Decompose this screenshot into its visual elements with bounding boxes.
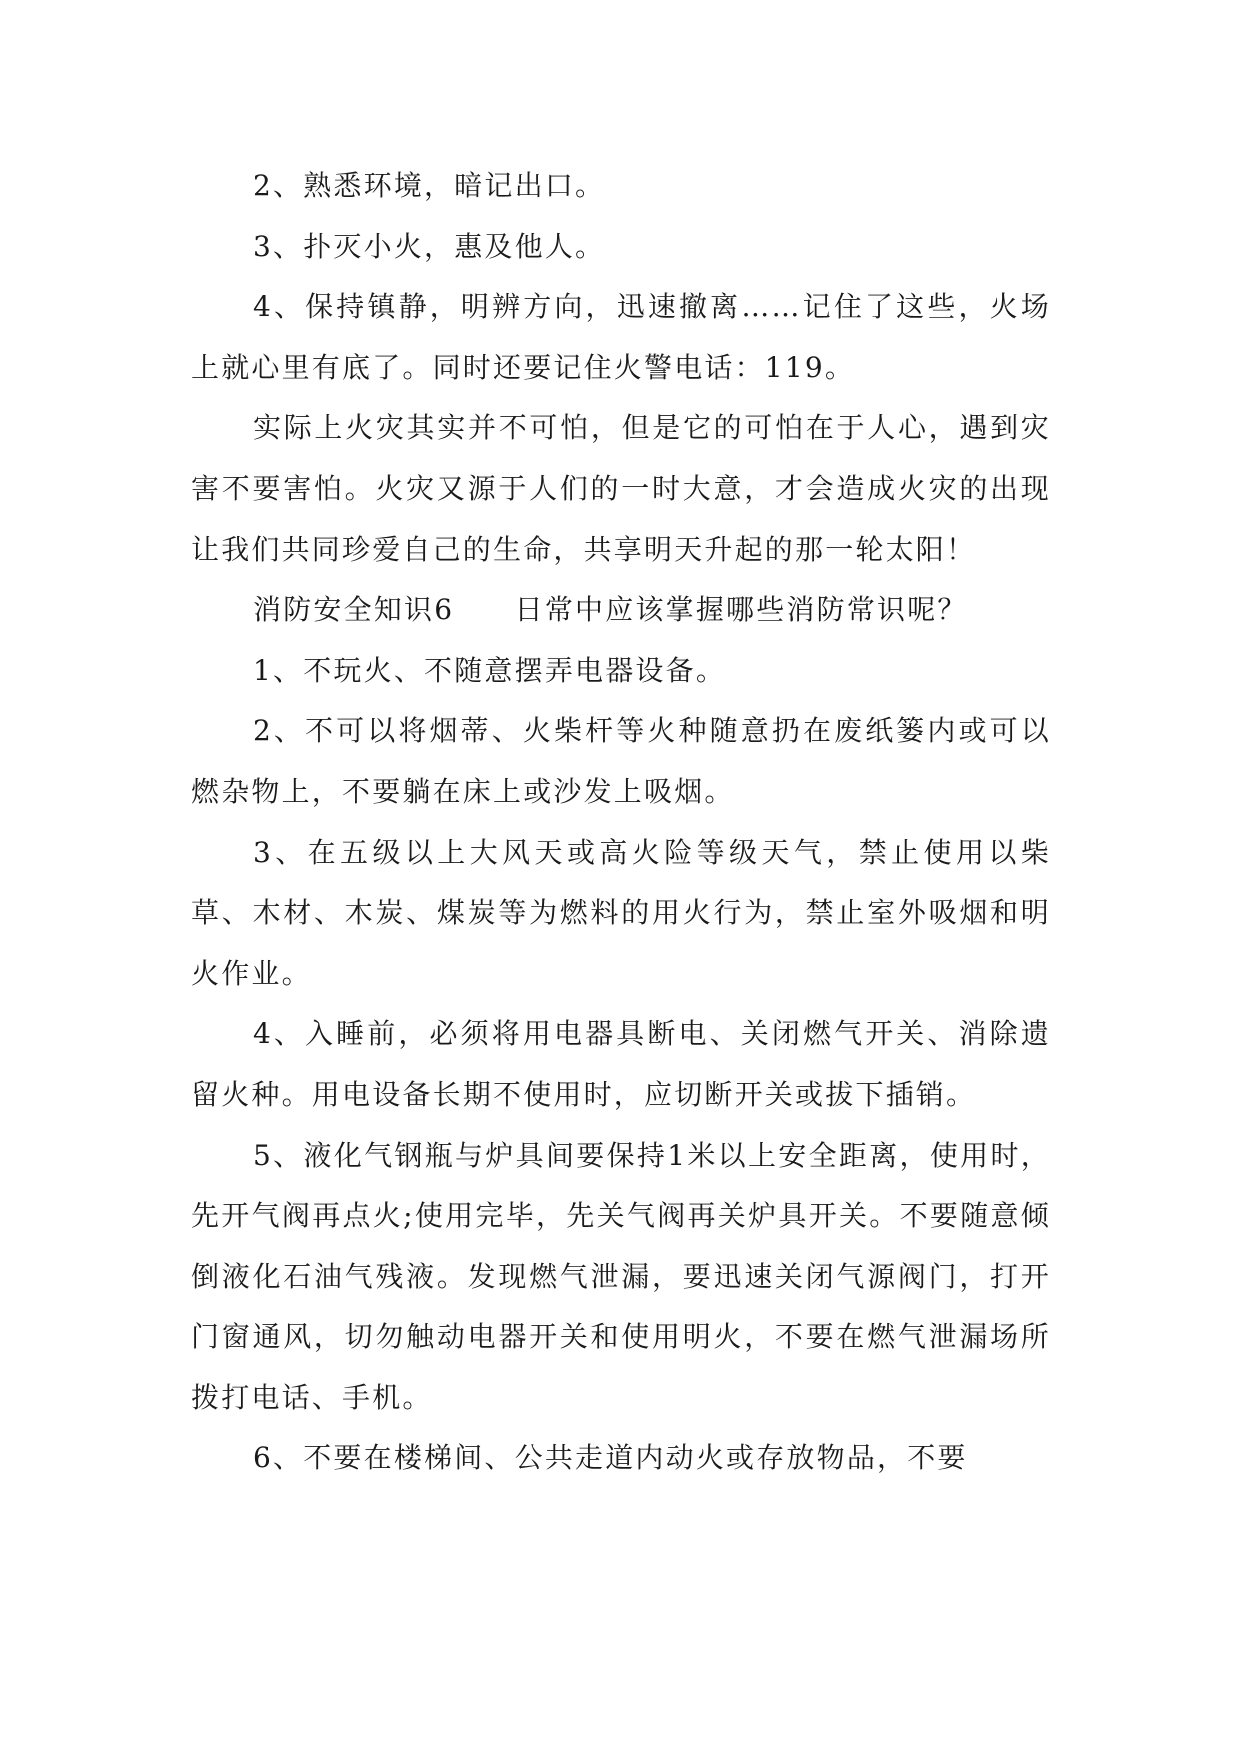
document-body bbox=[191, 156, 1051, 1489]
paragraph-before-sleep: 4、入睡前，必须将用电器具断电、关闭燃气开关、消除遗留火种。用电设备长期不使用时，应切断开关或拔下插销。 bbox=[191, 1017, 1051, 1111]
paragraph-escape-exit: 2、熟悉环境，暗记出口。 bbox=[253, 169, 606, 202]
section-heading: 消防安全知识6 日常中应该掌握哪些消防常识呢？ bbox=[253, 593, 968, 627]
paragraph-windy-weather: 3、在五级以上大风天或高火险等级天气，禁止使用以柴草、木材、木炭、煤炭等为燃料的用火行为，禁止室外吸烟和明火作业。 bbox=[191, 835, 1051, 990]
paragraph-extinguish-small-fire: 3、扑灭小火，惠及他人。 bbox=[253, 229, 606, 263]
paragraph-no-playing-fire: 1、不玩火、不随意摆弄电器设备。 bbox=[253, 653, 727, 687]
paragraph-gas-cylinder: 5、液化气钢瓶与炉具间要保持1米以上安全距离，使用时，先开气阀再点火;使用完毕，先关气阀再关炉具开关。不要随意倾倒液化石油气残液。发现燃气泄漏，要迅速关闭气源阀门，打开门窗通风，切勿触动电器开关和使用明火，不要在燃气泄漏场所拨打电话、手机。 bbox=[191, 1138, 1051, 1414]
paragraph-stay-calm: 4、保持镇静，明辨方向，迅速撤离……记住了这些，火场上就心里有底了。同时还要记住火警电话：119。 bbox=[191, 290, 1051, 384]
paragraph-fire-not-scary: 实际上火灾其实并不可怕，但是它的可怕在于人心，遇到灾害不要害怕。火灾又源于人们的一时大意，才会造成火灾的出现让我们共同珍爱自己的生命，共享明天升起的那一轮太阳！ bbox=[191, 411, 1051, 566]
paragraph-stairwell: 6、不要在楼梯间、公共走道内动火或存放物品，不要 bbox=[253, 1441, 968, 1475]
paragraph-cigarettes: 2、不可以将烟蒂、火柴杆等火种随意扔在废纸篓内或可以燃杂物上，不要躺在床上或沙发上吸烟。 bbox=[191, 714, 1051, 808]
